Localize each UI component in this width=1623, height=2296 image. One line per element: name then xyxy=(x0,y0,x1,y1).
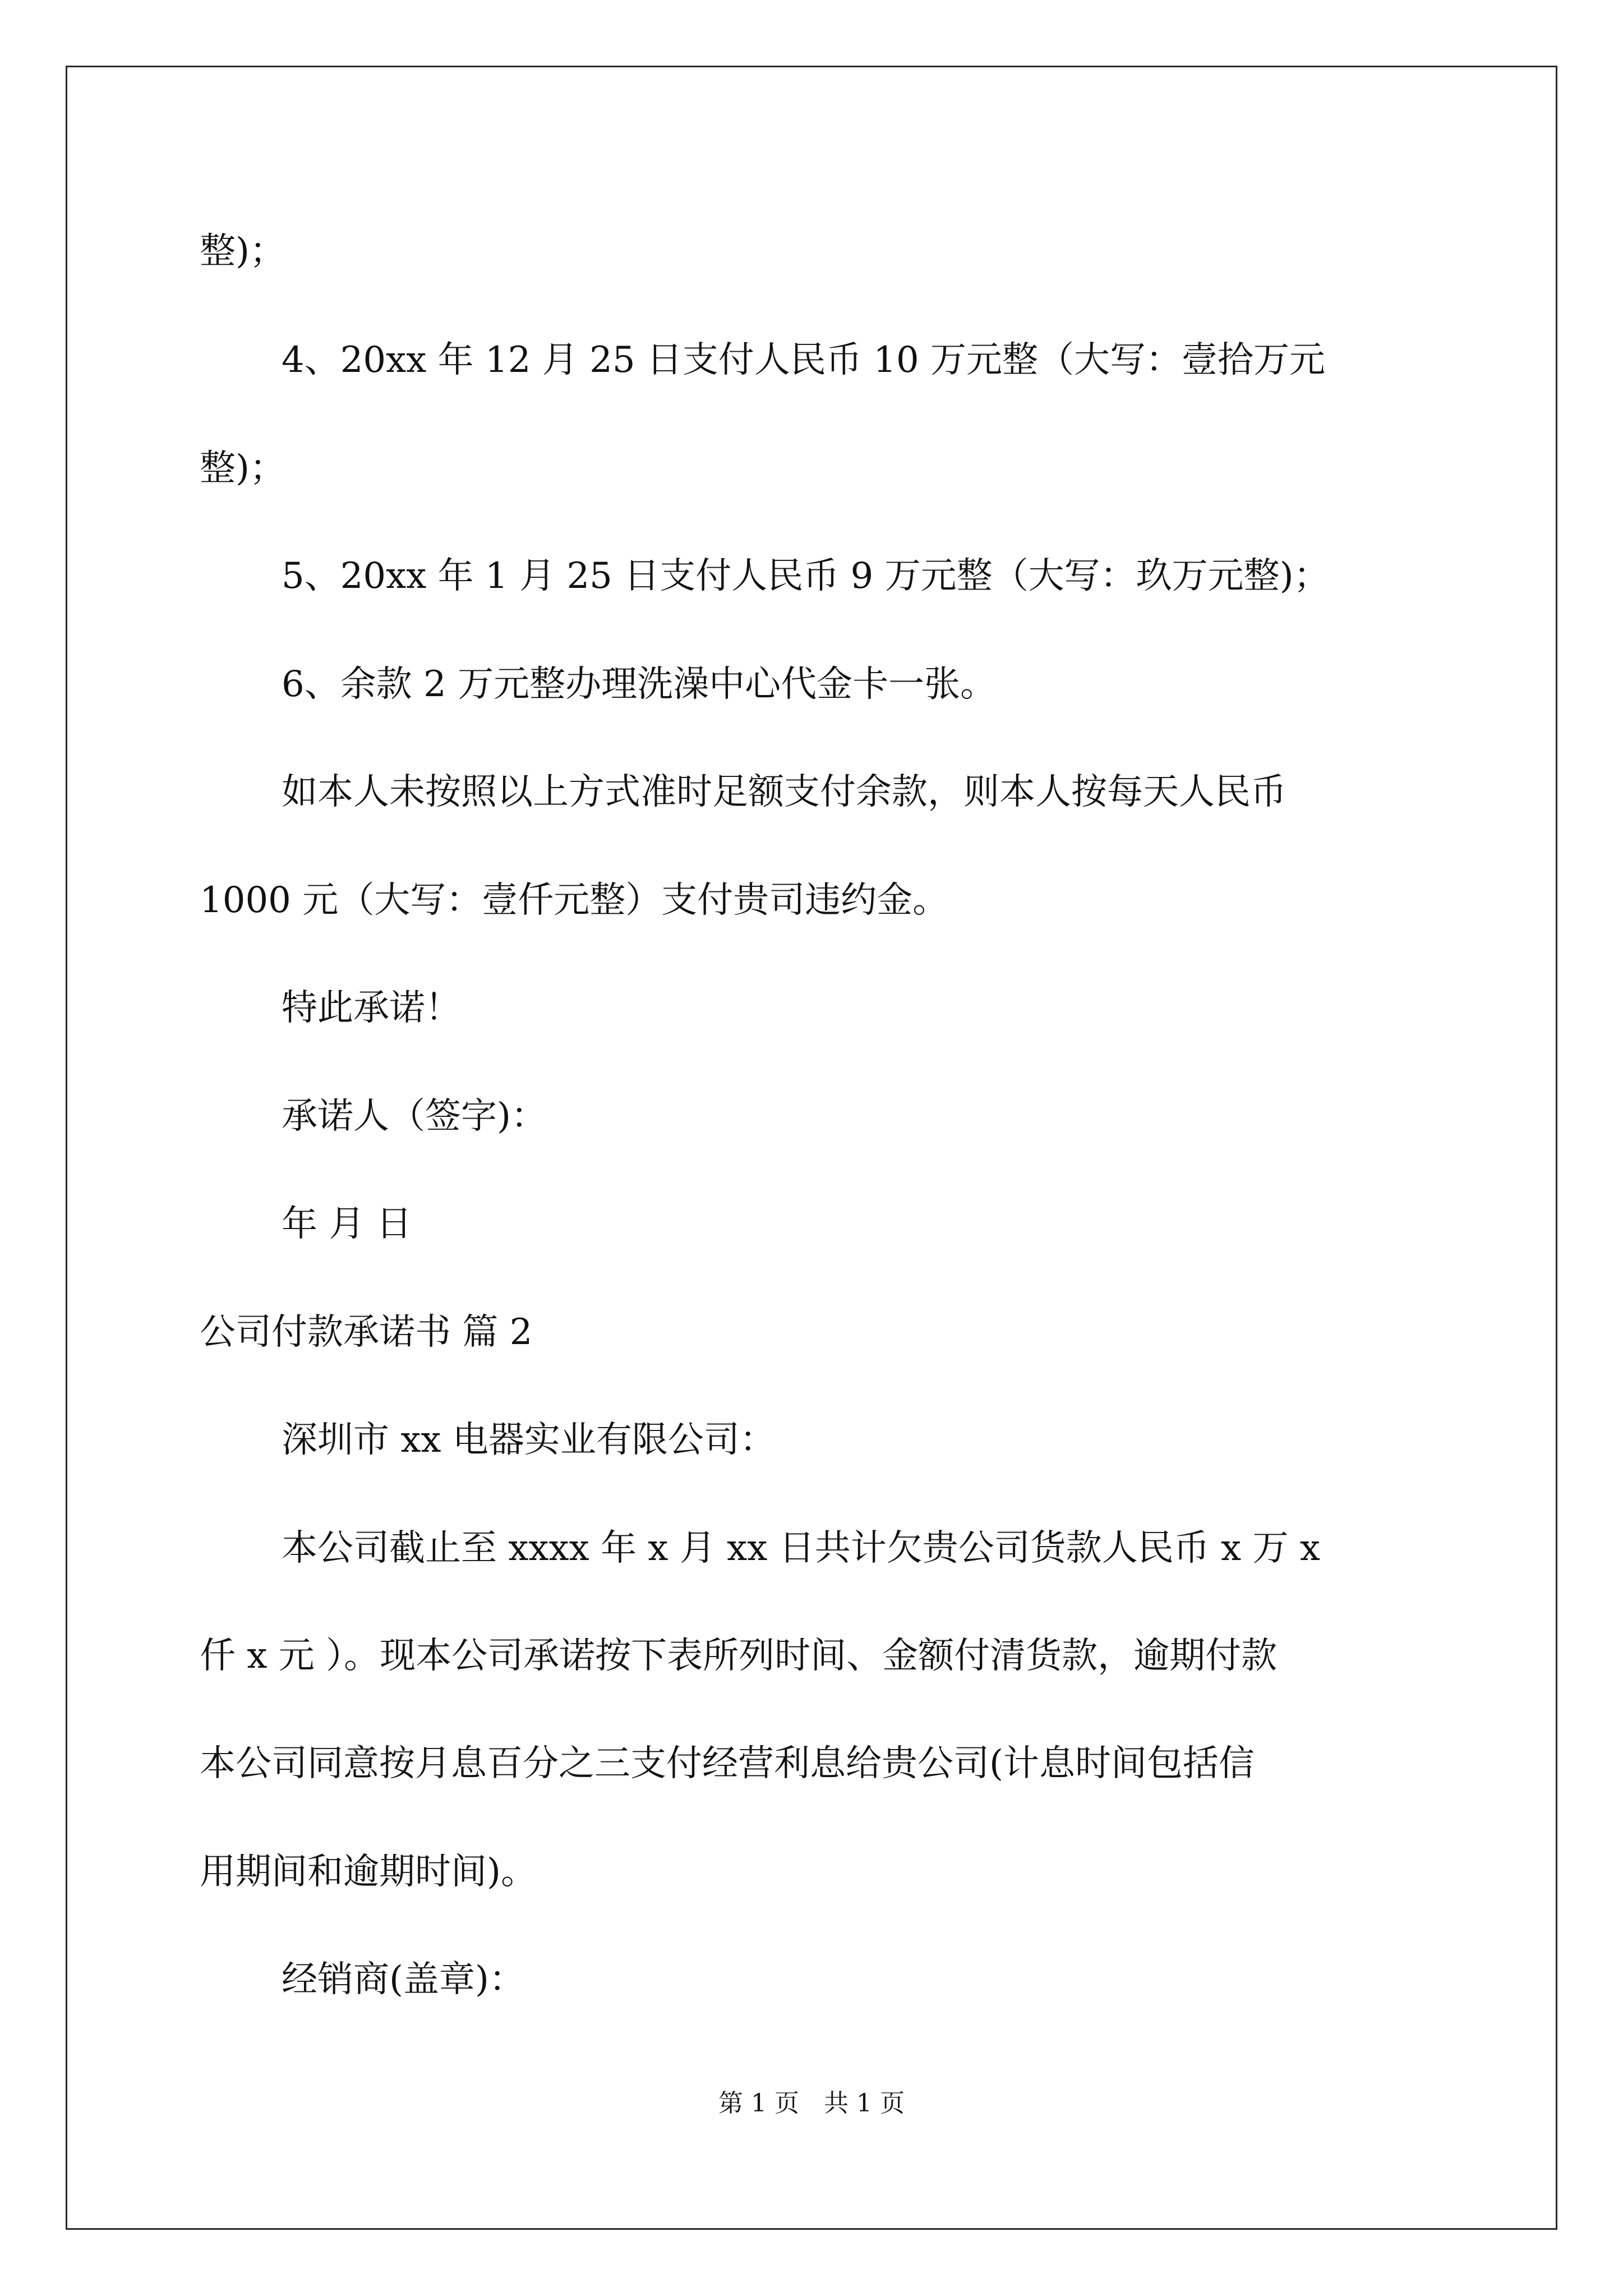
text-line: 仟 x 元 ）。现本公司承诺按下表所列时间、金额付清货款，逾期付款 xyxy=(200,1635,1278,1677)
text-line: 整)； xyxy=(200,448,285,489)
text-line: 本公司同意按月息百分之三支付经营利息给贵公司(计息时间包括信 xyxy=(200,1743,1255,1784)
text-line: 承诺人（签字)： xyxy=(282,1096,547,1137)
text-line: 如本人未按照以上方式准时足额支付余款，则本人按每天人民币 xyxy=(282,771,1287,813)
text-line: 用期间和逾期时间)。 xyxy=(200,1851,537,1893)
text-line: 深圳市 xx 电器实业有限公司： xyxy=(282,1419,776,1461)
page-border xyxy=(66,66,1557,2230)
text-line: 4、20xx 年 12 月 25 日支付人民币 10 万元整（大写：壹拾万元 xyxy=(282,339,1326,381)
text-line: 年 月 日 xyxy=(282,1203,412,1245)
text-line: 经销商(盖章)： xyxy=(282,1959,525,2000)
page-footer: 第 1 页 共 1 页 xyxy=(718,2089,905,2118)
text-line: 6、余款 2 万元整办理洗澡中心代金卡一张。 xyxy=(282,664,997,705)
text-line: 5、20xx 年 1 月 25 日支付人民币 9 万元整（大写：玖万元整)； xyxy=(282,555,1330,597)
text-line: 特此承诺！ xyxy=(282,987,461,1029)
text-line: 整)； xyxy=(200,231,285,272)
text-line: 本公司截止至 xxxx 年 x 月 xx 日共计欠贵公司货款人民币 x 万 x xyxy=(282,1527,1320,1569)
text-line: 1000 元（大写：壹仟元整）支付贵司违约金。 xyxy=(200,880,949,921)
section-heading: 公司付款承诺书 篇 2 xyxy=(200,1312,533,1353)
